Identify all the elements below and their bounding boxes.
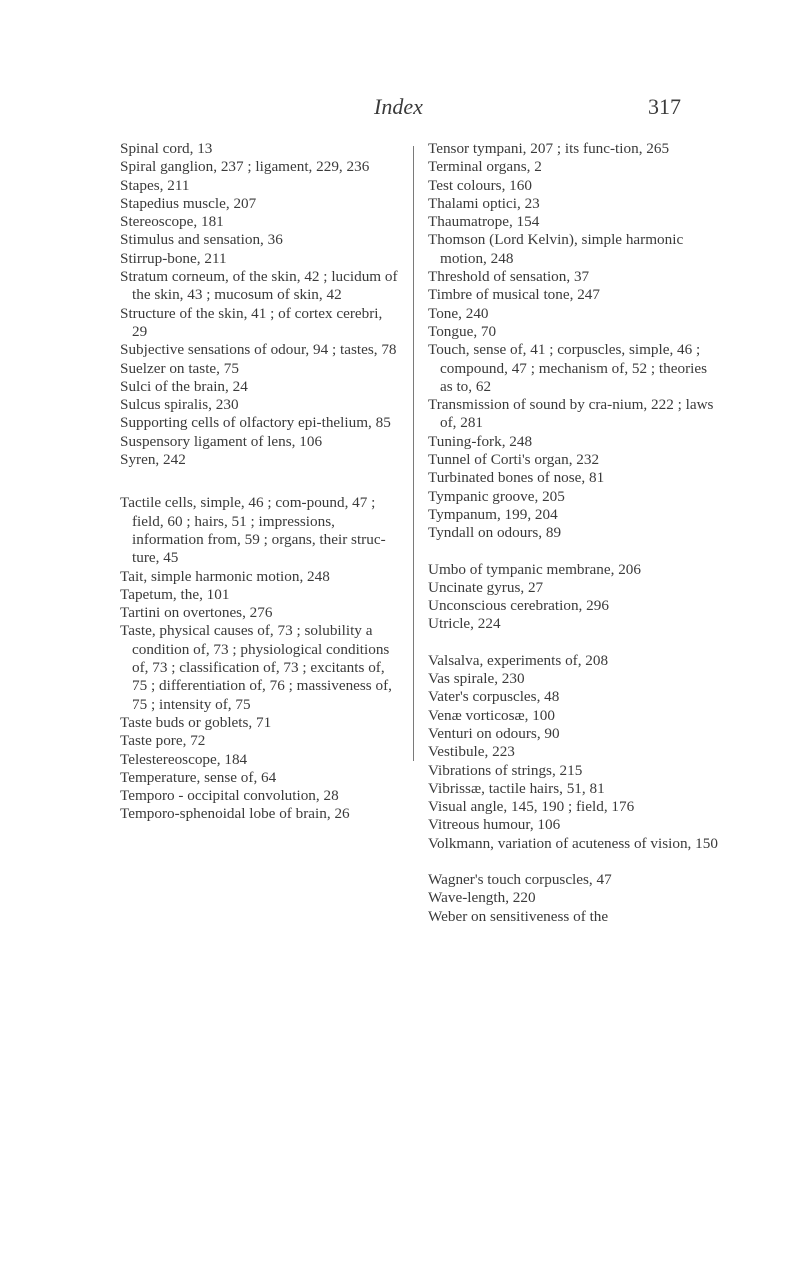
page-number: 317 <box>648 94 681 119</box>
index-entry: Uncinate gyrus, 27 <box>428 578 544 596</box>
index-entry: Temporo-sphenoidal lobe of brain, 26 <box>120 805 350 823</box>
index-section-t <box>120 494 400 823</box>
index-entry: Terminal organs, 2 <box>428 158 542 176</box>
index-entry: Tyndall on odours, 89 <box>428 524 562 542</box>
index-entry: Threshold of sensation, 37 <box>428 268 590 286</box>
index-entry: Vitreous humour, 106 <box>428 816 561 834</box>
index-section-u <box>428 561 718 634</box>
section-gap <box>428 543 718 561</box>
index-entry: Stirrup-bone, 211 <box>120 249 227 267</box>
index-entry: Thalami optici, 23 <box>428 194 540 212</box>
index-section-v <box>428 652 718 853</box>
index-entry: Turbinated bones of nose, 81 <box>428 469 605 487</box>
index-entry: Taste, physical causes of, 73 ; solubility a condition of, 73 ; physiological conditions of, 73 ; classification of, 73 ; excitants of, 75 ; differentiation of, 76 ; massiveness of, 75 ; intensity of, 75 <box>120 622 392 713</box>
index-entry: Volkmann, variation of acuteness of vision, 150 <box>428 834 718 852</box>
index-entry: Tone, 240 <box>428 304 489 322</box>
index-section-t-continued <box>428 140 718 543</box>
index-section-s <box>120 140 400 469</box>
index-entry: Suspensory ligament of lens, 106 <box>120 432 323 450</box>
index-entry: Test colours, 160 <box>428 176 532 194</box>
right-column <box>428 140 718 926</box>
index-entry: Tait, simple harmonic motion, 248 <box>120 567 330 585</box>
index-entry: Venæ vorticosæ, 100 <box>428 706 555 724</box>
index-entry: Utricle, 224 <box>428 615 501 633</box>
index-entry: Vibrations of strings, 215 <box>428 761 583 779</box>
index-entry: Vater's corpuscles, 48 <box>428 688 560 706</box>
index-entry: Spinal cord, 13 <box>120 140 213 157</box>
page-title: Index <box>374 94 423 119</box>
index-entry: Suelzer on taste, 75 <box>120 359 239 377</box>
index-entry: Stapedius muscle, 207 <box>120 194 257 212</box>
index-entry: Tapetum, the, 101 <box>120 585 230 603</box>
index-entry: Tympanum, 199, 204 <box>428 505 558 523</box>
index-entry: Thaumatrope, 154 <box>428 213 540 231</box>
index-entry: Syren, 242 <box>120 451 186 469</box>
index-entry: Sulci of the brain, 24 <box>120 377 248 395</box>
index-entry: Subjective sensations of odour, 94 ; tastes, 78 <box>120 341 397 359</box>
index-entry: Temporo - occipital convolution, 28 <box>120 787 339 805</box>
index-entry: Stratum corneum, of the skin, 42 ; lucidum of the skin, 43 ; mucosum of skin, 42 <box>120 268 398 304</box>
index-entry: Sulcus spiralis, 230 <box>120 396 239 414</box>
index-entry: Tartini on overtones, 276 <box>120 604 273 622</box>
column-divider <box>413 146 414 761</box>
index-entry: Tongue, 70 <box>428 322 497 340</box>
index-entry: Stapes, 211 <box>120 176 190 194</box>
index-entry: Structure of the skin, 41 ; of cortex cerebri, 29 <box>120 304 383 340</box>
index-entry: Vas spirale, 230 <box>428 670 525 688</box>
index-entry: Supporting cells of olfactory epi-thelium, 85 <box>120 414 391 432</box>
index-section-w <box>428 871 718 926</box>
page-header <box>0 94 800 124</box>
section-gap <box>120 469 400 494</box>
index-entry: Stimulus and sensation, 36 <box>120 231 283 249</box>
index-entry: Venturi on odours, 90 <box>428 724 560 742</box>
index-entry: Tympanic groove, 205 <box>428 487 565 505</box>
index-entry: Taste pore, 72 <box>120 732 206 750</box>
index-entry: Stereoscope, 181 <box>120 213 224 231</box>
index-entry: Tensor tympani, 207 ; its func-tion, 265 <box>428 140 670 157</box>
index-entry: Visual angle, 145, 190 ; field, 176 <box>428 798 635 816</box>
index-entry: Wave-length, 220 <box>428 889 536 907</box>
index-entry: Tunnel of Corti's organ, 232 <box>428 451 600 469</box>
index-entry: Taste buds or goblets, 71 <box>120 713 272 731</box>
index-entry: Vestibule, 223 <box>428 743 515 761</box>
index-entry: Umbo of tympanic membrane, 206 <box>428 560 641 578</box>
index-entry: Valsalva, experiments of, 208 <box>428 651 609 669</box>
index-entry: Tactile cells, simple, 46 ; com-pound, 47 ; field, 60 ; hairs, 51 ; impressions, information from, 59 ; organs, their struc-ture, 45 <box>120 494 386 567</box>
left-column <box>120 140 400 824</box>
index-entry: Tuning-fork, 248 <box>428 432 533 450</box>
index-entry: Spiral ganglion, 237 ; ligament, 229, 236 <box>120 158 370 176</box>
index-entry: Thomson (Lord Kelvin), simple harmonic motion, 248 <box>428 231 684 267</box>
index-entry: Temperature, sense of, 64 <box>120 768 277 786</box>
index-entry: Transmission of sound by cra-nium, 222 ; laws of, 281 <box>428 396 714 432</box>
section-gap <box>428 853 718 871</box>
index-entry: Touch, sense of, 41 ; corpuscles, simple, 46 ; compound, 47 ; mechanism of, 52 ; theories as to, 62 <box>428 341 707 395</box>
index-entry: Weber on sensitiveness of the <box>428 907 609 925</box>
index-entry: Vibrissæ, tactile hairs, 51, 81 <box>428 779 605 797</box>
index-entry: Unconscious cerebration, 296 <box>428 597 609 615</box>
index-entry: Telestereoscope, 184 <box>120 750 248 768</box>
section-gap <box>428 634 718 652</box>
index-entry: Wagner's touch corpuscles, 47 <box>428 870 612 888</box>
index-entry: Timbre of musical tone, 247 <box>428 286 600 304</box>
